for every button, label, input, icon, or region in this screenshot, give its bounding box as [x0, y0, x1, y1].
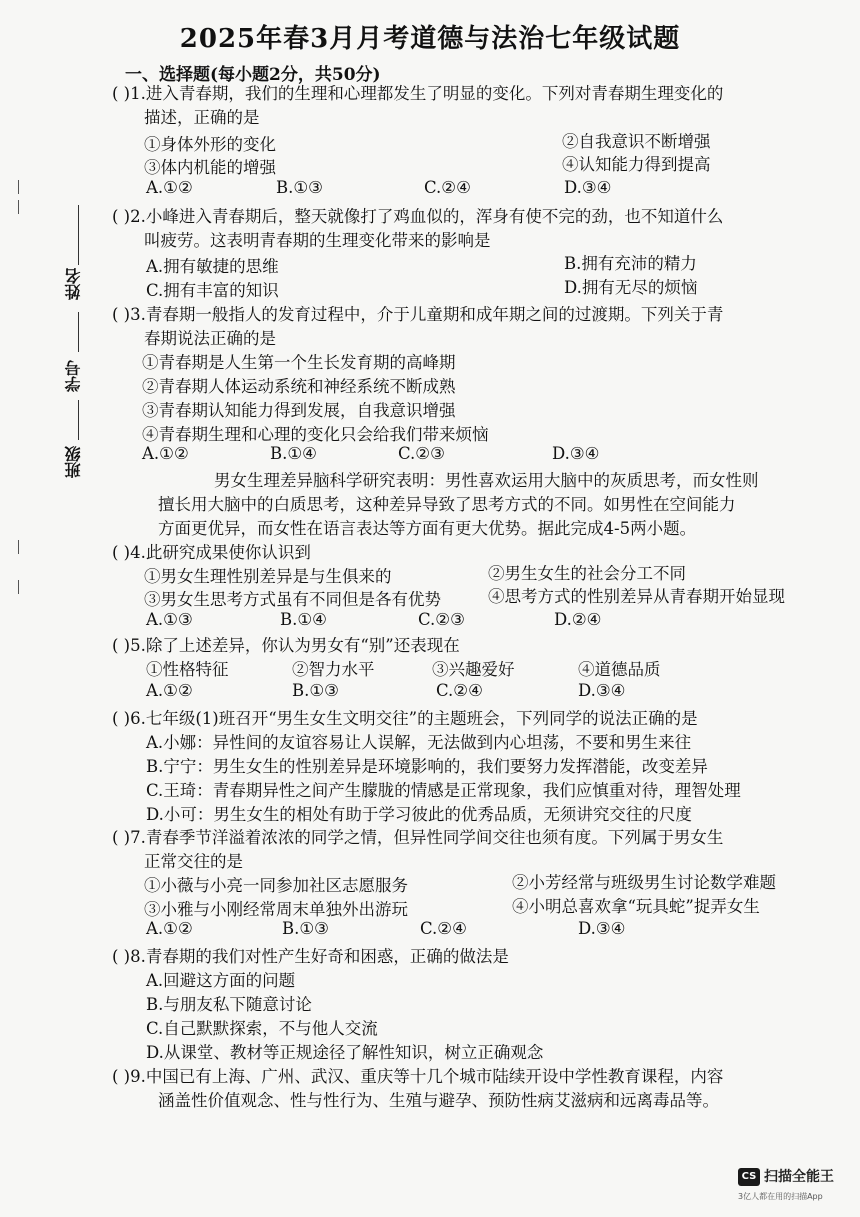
question-1-item: ②自我意识不断增强 [562, 132, 711, 151]
question-3-option-c[interactable]: C.②③ [398, 444, 445, 463]
question-7-item: ④小明总喜欢拿“玩具蛇”捉弄女生 [512, 897, 760, 916]
question-7-option-b[interactable]: B.①③ [282, 919, 329, 938]
question-3-item: ②青春期人体运动系统和神经系统不断成熟 [142, 377, 456, 396]
question-4-item: ①男女生理性别差异是与生俱来的 [144, 567, 392, 586]
scanner-logo-icon: CS [738, 1168, 760, 1186]
question-7-option-c[interactable]: C.②④ [420, 919, 467, 938]
question-6-option-a[interactable]: A.小娜：异性间的友谊容易让人误解，无法做到内心坦荡，不要和男生来往 [146, 733, 692, 752]
question-4-stem: ( )4.此研究成果使你认识到 [112, 543, 311, 562]
question-7-item: ③小雅与小刚经常周末单独外出游玩 [144, 900, 408, 919]
question-4-item: ②男生女生的社会分工不同 [488, 564, 686, 583]
question-8-stem: ( )8.青春期的我们对性产生好奇和困惑，正确的做法是 [112, 947, 509, 966]
question-5-item: ④道德品质 [578, 660, 661, 679]
question-7-stem-cont: 正常交往的是 [144, 852, 243, 871]
question-1-stem-cont: 描述，正确的是 [144, 108, 260, 127]
name-label: 姓名 [64, 268, 83, 300]
question-5-stem: ( )5.除了上述差异，你认为男女有“别”还表现在 [112, 636, 460, 655]
question-4-option-d[interactable]: D.②④ [554, 610, 602, 629]
question-4-item: ③男女生思考方式虽有不同但是各有优势 [144, 590, 441, 609]
material-line: 方面更优异，而女性在语言表达等方面有更大优势。据此完成4-5两小题。 [158, 519, 697, 538]
question-7-option-a[interactable]: A.①② [146, 919, 193, 938]
question-2-option-d[interactable]: D.拥有无尽的烦恼 [564, 278, 698, 297]
section-heading: 一、选择题(每小题2分，共50分) [125, 65, 381, 85]
question-8-option-a[interactable]: A.回避这方面的问题 [146, 971, 296, 990]
question-7-item: ①小薇与小亮一同参加社区志愿服务 [144, 876, 408, 895]
number-blank-line [78, 312, 79, 352]
question-1-option-b[interactable]: B.①③ [276, 178, 323, 197]
question-5-option-c[interactable]: C.②④ [436, 681, 483, 700]
question-4-option-a[interactable]: A.①③ [146, 610, 193, 629]
question-2-option-b[interactable]: B.拥有充沛的精力 [564, 254, 697, 273]
question-6-stem: ( )6.七年级(1)班召开“男生女生文明交往”的主题班会，下列同学的说法正确的是 [112, 709, 698, 728]
question-3-item: ③青春期认知能力得到发展，自我意识增强 [142, 401, 456, 420]
question-8-option-d[interactable]: D.从课堂、教材等正规途径了解性知识，树立正确观念 [146, 1043, 544, 1062]
question-7-option-d[interactable]: D.③④ [578, 919, 626, 938]
margin-tick [18, 200, 19, 214]
question-2-option-a[interactable]: A.拥有敏捷的思维 [146, 257, 279, 276]
question-9-stem: ( )9.中国已有上海、广州、武汉、重庆等十几个城市陆续开设中学性教育课程，内容 [112, 1067, 724, 1086]
question-6-option-d[interactable]: D.小可：男生女生的相处有助于学习彼此的优秀品质，无须讲究交往的尺度 [146, 805, 692, 824]
question-5-item: ③兴趣爱好 [432, 660, 515, 679]
question-1-option-a[interactable]: A.①② [146, 178, 193, 197]
question-5-option-b[interactable]: B.①③ [292, 681, 339, 700]
question-1-stem: ( )1.进入青春期，我们的生理和心理都发生了明显的变化。下列对青春期生理变化的 [112, 84, 724, 103]
margin-tick [18, 580, 19, 594]
question-3-option-d[interactable]: D.③④ [552, 444, 600, 463]
question-6-option-b[interactable]: B.宁宁：男生女生的性别差异是环境影响的，我们要努力发挥潜能，改变差异 [146, 757, 708, 776]
question-2-stem: ( )2.小峰进入青春期后，整天就像打了鸡血似的，浑身有使不完的劲，也不知道什么 [112, 207, 724, 226]
question-3-stem: ( )3.青春期一般指人的发育过程中，介于儿童期和成年期之间的过渡期。下列关于青 [112, 305, 724, 324]
question-1-item: ①身体外形的变化 [144, 135, 276, 154]
name-blank-line [78, 205, 79, 265]
question-1-item: ④认知能力得到提高 [562, 155, 711, 174]
question-5-option-d[interactable]: D.③④ [578, 681, 626, 700]
question-3-stem-cont: 春期说法正确的是 [144, 329, 276, 348]
material-line: 男女生理差异脑科学研究表明：男性喜欢运用大脑中的灰质思考，而女性则 [214, 471, 759, 490]
question-8-option-b[interactable]: B.与朋友私下随意讨论 [146, 995, 312, 1014]
question-1-option-d[interactable]: D.③④ [564, 178, 612, 197]
number-label: 学号 [64, 360, 83, 392]
scanner-tagline: 3亿人都在用的扫描App [738, 1192, 823, 1201]
exam-title: 2025年春3月月考道德与法治七年级试题 [179, 24, 681, 54]
margin-tick [18, 180, 19, 194]
question-5-item: ②智力水平 [292, 660, 375, 679]
question-4-item: ④思考方式的性别差异从青春期开始显现 [488, 587, 785, 606]
question-3-option-a[interactable]: A.①② [142, 444, 189, 463]
class-label: 班级 [64, 446, 83, 478]
question-4-option-b[interactable]: B.①④ [280, 610, 327, 629]
scanner-app-name: 扫描全能王 [764, 1169, 834, 1185]
material-line: 擅长用大脑中的白质思考，这种差异导致了思考方式的不同。如男性在空间能力 [158, 495, 736, 514]
question-8-option-c[interactable]: C.自己默默探索，不与他人交流 [146, 1019, 378, 1038]
question-7-stem: ( )7.青春季节洋溢着浓浓的同学之情，但异性同学间交往也须有度。下列属于男女生 [112, 828, 724, 847]
question-5-option-a[interactable]: A.①② [146, 681, 193, 700]
question-3-option-b[interactable]: B.①④ [270, 444, 317, 463]
question-9-stem-cont: 涵盖性价值观念、性与性行为、生殖与避孕、预防性病艾滋病和远离毒品等。 [158, 1091, 719, 1110]
question-3-item: ①青春期是人生第一个生长发育期的高峰期 [142, 353, 456, 372]
question-7-item: ②小芳经常与班级男生讨论数学难题 [512, 873, 776, 892]
question-5-item: ①性格特征 [146, 660, 229, 679]
question-4-option-c[interactable]: C.②③ [418, 610, 465, 629]
question-2-option-c[interactable]: C.拥有丰富的知识 [146, 281, 279, 300]
margin-tick [18, 540, 19, 554]
question-1-item: ③体内机能的增强 [144, 158, 276, 177]
class-blank-line [78, 400, 79, 440]
question-2-stem-cont: 叫疲劳。这表明青春期的生理变化带来的影响是 [144, 231, 491, 250]
question-3-item: ④青春期生理和心理的变化只会给我们带来烦恼 [142, 425, 489, 444]
question-6-option-c[interactable]: C.王琦：青春期异性之间产生朦胧的情感是正常现象，我们应慎重对待，理智处理 [146, 781, 741, 800]
question-1-option-c[interactable]: C.②④ [424, 178, 471, 197]
